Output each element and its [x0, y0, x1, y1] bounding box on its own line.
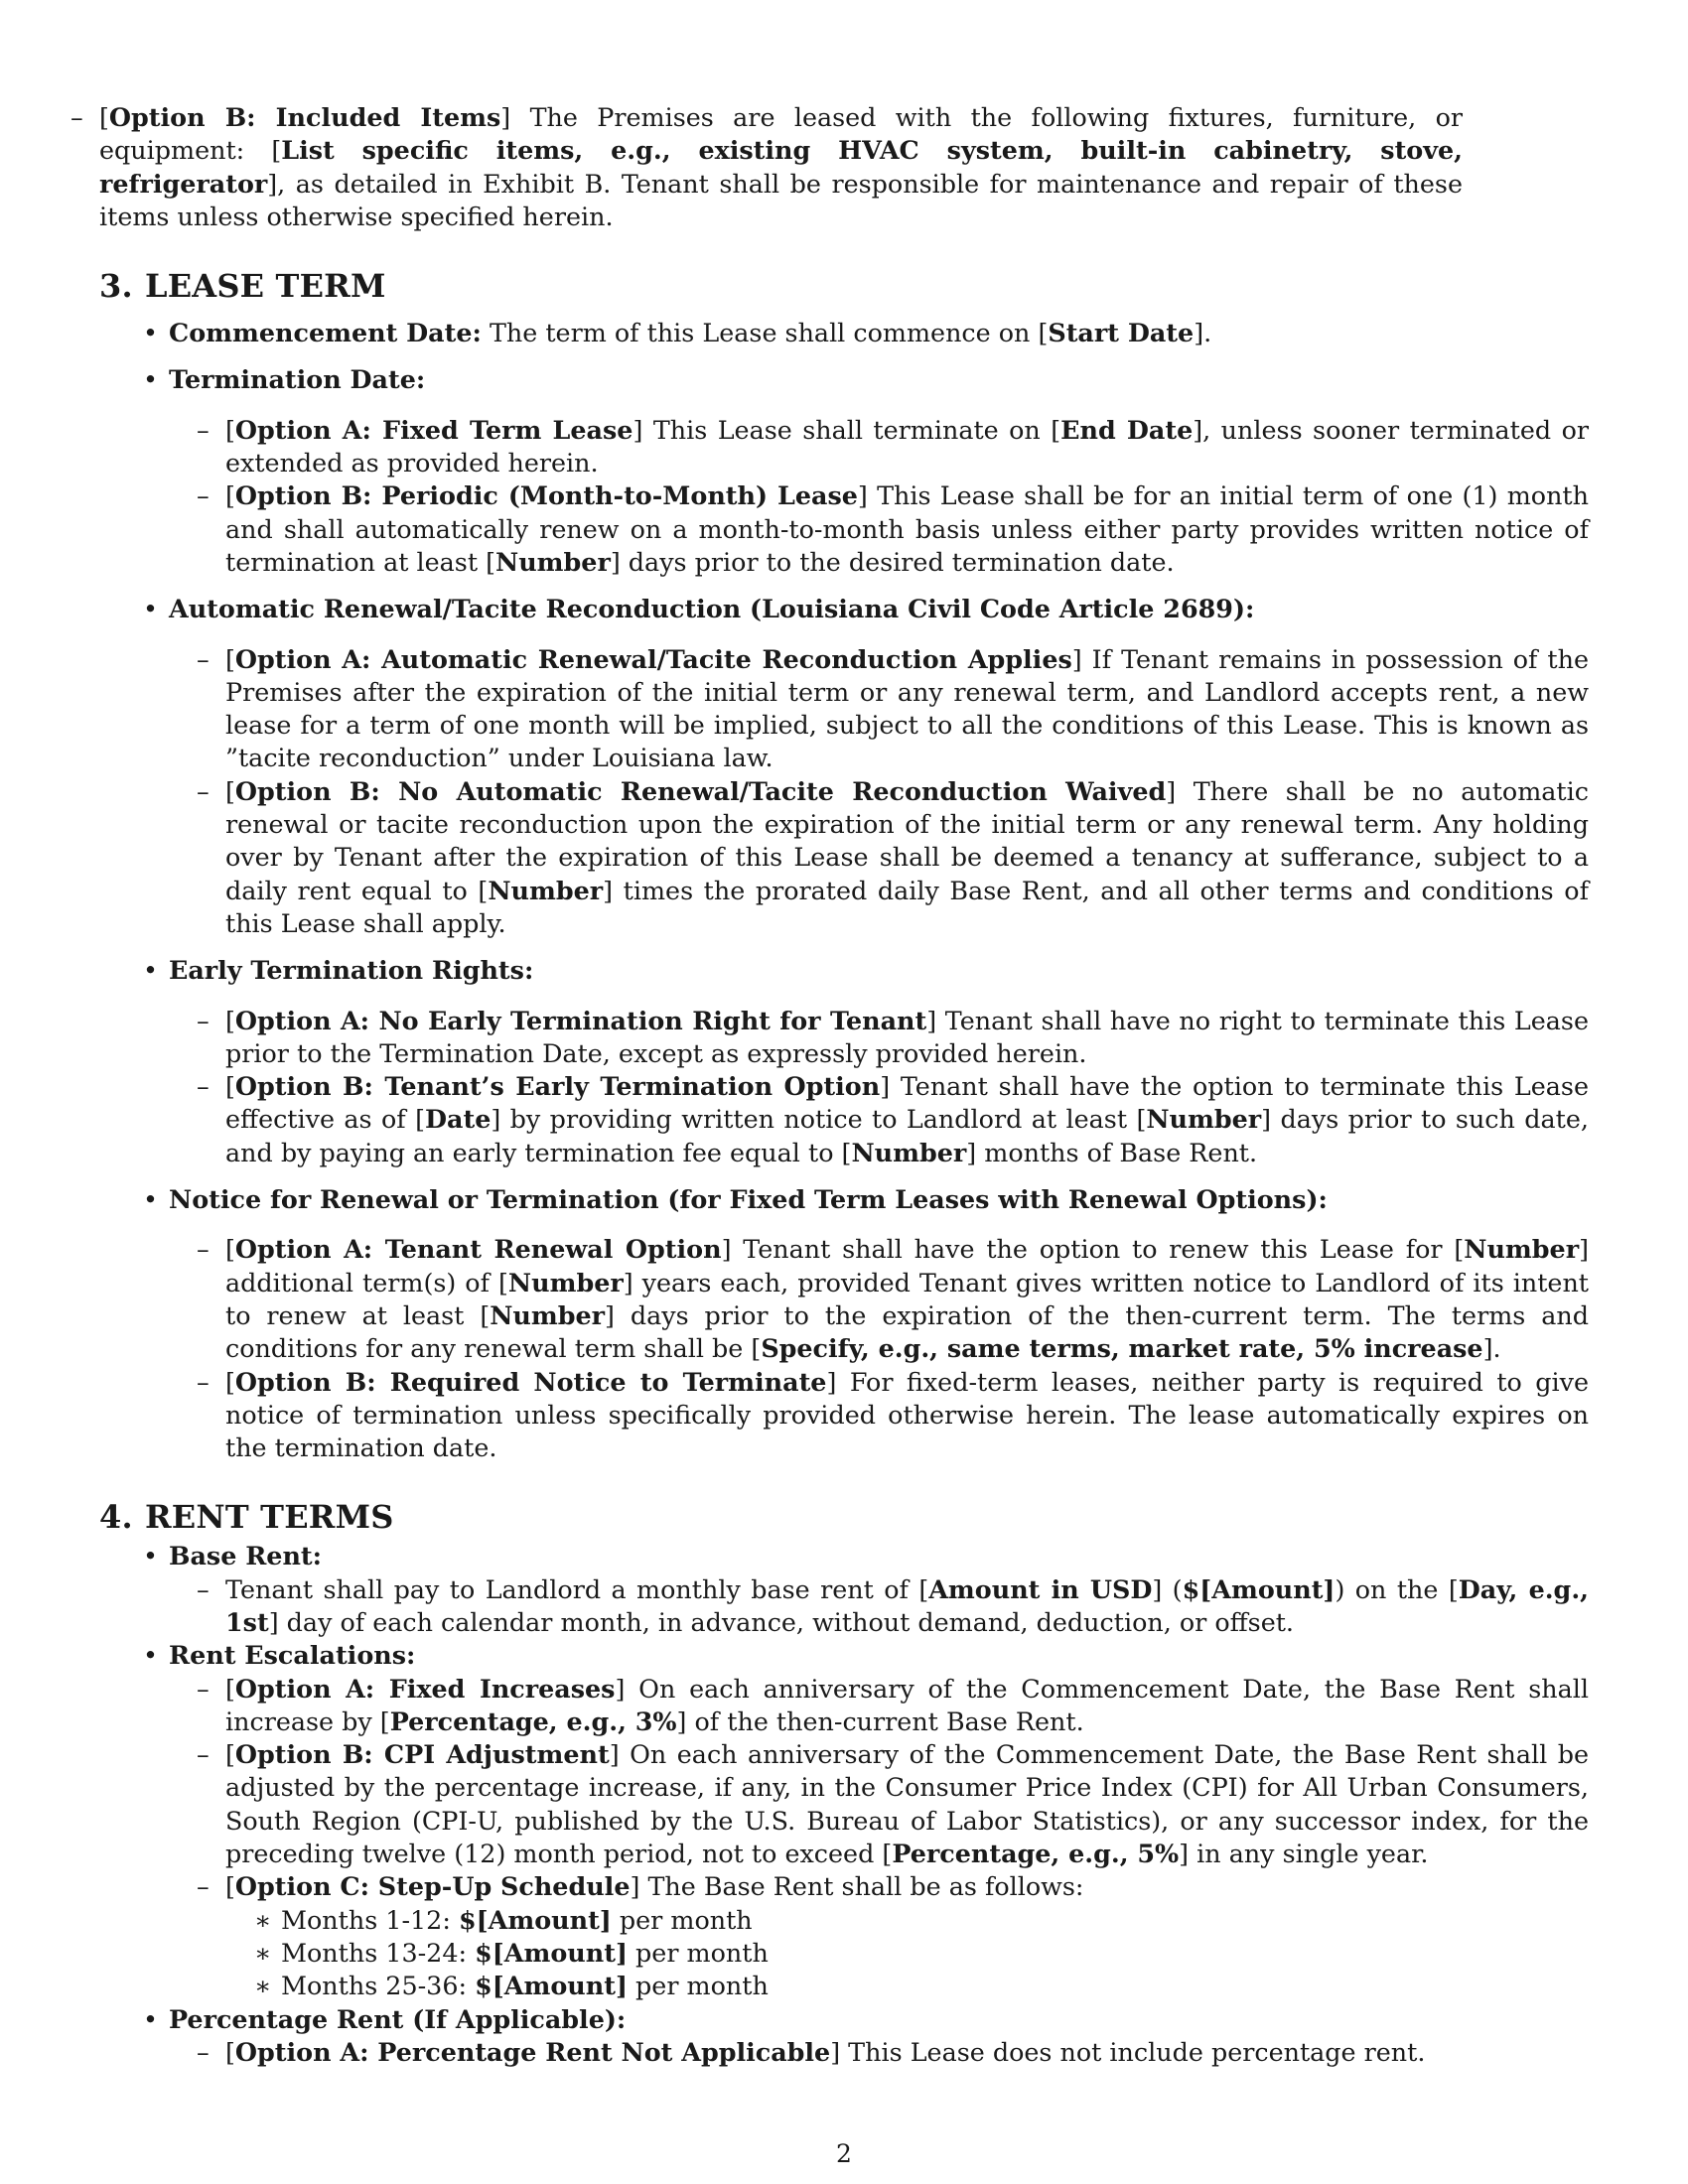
clause-text: months of Base Rent. [976, 1137, 1258, 1167]
placeholder-field: $[Amount] [475, 1971, 628, 2001]
step-suffix: per month [611, 1904, 753, 1935]
placeholder-field: List specific items, e.g., existing HVAC system, built-in cabinetry, stove, refrigerator [99, 135, 1463, 199]
option-label: Option B: Periodic (Month-to-Month) Lease [234, 480, 858, 511]
option-label: Option A: Automatic Renewal/Tacite Reconduction Applies [234, 643, 1072, 674]
option-label: Option B: Required Notice to Terminate [234, 1366, 827, 1397]
renewal-option-a: – [Option A: Automatic Renewal/Tacite Reconduction Applies] If Tenant remains in possession of the Premises after the expiration of the initial term or any renewal term, and Landlord accepts rent, a new lease for a term of one month will be implied, subject to all the conditions of this Lease. This is known as ”tacite reconduction” under Louisiana law. [225, 643, 1589, 775]
step-suffix: per month [627, 1971, 769, 2001]
percentage-rent-option-a: – [Option A: Percentage Rent Not Applicable] This Lease does not include percentage rent. [225, 2036, 1589, 2069]
option-label: Option C: Step-Up Schedule [234, 1871, 631, 1902]
clause-text: . [1492, 1333, 1501, 1364]
clause-text: , unless sooner terminated or extended as provided herein. [225, 414, 1589, 478]
notice-option-b: – [Option B: Required Notice to Terminate] For fixed-term leases, neither party is required to give notice of termination unless specifically provided otherwise herein. The lease automatically expires on the termination date. [225, 1366, 1589, 1465]
clause-text: Tenant shall pay to Landlord a monthly base rent of [225, 1573, 919, 1604]
option-label: Option B: CPI Adjustment [234, 1739, 610, 1770]
termination-option-b: – [Option B: Periodic (Month-to-Month) Lease] This Lease shall be for an initial term of one (1) month and shall automatically renew on a month-to-month basis unless either party provides written notice of termination at least [Number] days prior to the desired termination date. [225, 479, 1589, 579]
clause-text: This Lease shall be for an initial term of one (1) month and shall automatically renew on a month-to-month basis unless either party provides written notice of termination at least [225, 480, 1589, 577]
item-label: Commencement Date: [169, 318, 482, 348]
item-label: Termination Date: [169, 364, 426, 395]
clause-text: . [1203, 318, 1212, 348]
escalation-option-a: – [Option A: Fixed Increases] On each anniversary of the Commencement Date, the Base Rent shall increase by [Percentage, e.g., 3%] of the then-current Base Rent. [225, 1673, 1589, 1739]
option-label: Option A: Fixed Term Lease [234, 414, 633, 445]
placeholder-field: End Date [1060, 414, 1194, 445]
placeholder-field: Number [1464, 1234, 1580, 1265]
placeholder-field: Specify, e.g., same terms, market rate, 5% increase [761, 1333, 1483, 1364]
option-label: Option B: No Automatic Renewal/Tacite Reconduction Waived [234, 775, 1167, 806]
clause-text: days prior to the desired termination date. [620, 546, 1175, 577]
clause-text: of the then-current Base Rent. [686, 1706, 1084, 1736]
item-label: Base Rent: [169, 1541, 323, 1571]
section-title: LEASE TERM [145, 267, 386, 306]
step-period: Months 13-24: [281, 1937, 476, 1968]
clause-text: years each, provided Tenant gives written notice to Landlord of its intent to renew at least [225, 1267, 1590, 1330]
early-termination-option-a: – [Option A: No Early Termination Right for Tenant] Tenant shall have no right to terminate this Lease prior to the Termination Date, except as expressly provided herein. [225, 1005, 1589, 1071]
section-heading-rent-terms [99, 1497, 1589, 1537]
clause-text: The Premises are leased with the following fixtures, furniture, or equipment: [99, 102, 1463, 166]
notice-option-a: – [Option A: Tenant Renewal Option] Tenant shall have the option to renew this Lease for [Number] additional term(s) of [Number] years each, provided Tenant gives written notice to Landlord of its intent to renew at least [Number] days prior to the expiration of the then-current term. The terms and conditions for any renewal term shall be [Specify, e.g., same terms, market rate, 5% increase]. [225, 1233, 1589, 1365]
commencement-date-item: • Commencement Date: The term of this Lease shall commence on [Start Date]. [169, 317, 1589, 349]
clause-text: additional term(s) of [225, 1267, 499, 1297]
option-label: Option A: No Early Termination Right for Tenant [234, 1005, 927, 1035]
clause-text: ) on the [1335, 1573, 1449, 1604]
early-termination-option-b: – [Option B: Tenant’s Early Termination Option] Tenant shall have the option to terminate this Lease effective as of [Date] by providing written notice to Landlord at least [Number] days prior to such date, and by paying an early termination fee equal to [Number] months of Base Rent. [225, 1070, 1589, 1169]
item-label: Rent Escalations: [169, 1640, 416, 1671]
base-rent-item [169, 1540, 1589, 1572]
clause-text: by providing written notice to Landlord at least [500, 1104, 1137, 1135]
placeholder-field: Number [488, 875, 604, 905]
item-label: Notice for Renewal or Termination (for Fixed Term Leases with Renewal Options): [169, 1184, 1328, 1215]
section-heading-lease-term [99, 266, 1589, 306]
clause-text: The term of this Lease shall commence on [481, 318, 1039, 348]
clause-text: day of each calendar month, in advance, without demand, deduction, or offset. [278, 1606, 1295, 1637]
placeholder-field: Day, e.g., 1st [225, 1573, 1589, 1637]
step-suffix: per month [627, 1937, 769, 1968]
clause-text: This Lease shall terminate on [642, 414, 1052, 445]
base-rent-clause: – Tenant shall pay to Landlord a monthly base rent of [Amount in USD] ($[Amount]) on the [Day, e.g., 1st] day of each calendar month, in advance, without demand, deduction, or offset. [225, 1573, 1589, 1640]
placeholder-field: Date [425, 1104, 492, 1135]
clause-text: , as detailed in Exhibit B. Tenant shall be responsible for maintenance and repair of these items unless otherwise specified herein. [99, 168, 1463, 231]
clause-text: For fixed-term leases, neither party is required to give notice of termination unless specifically provided otherwise herein. The lease automatically expires on the termination date. [225, 1366, 1590, 1463]
clause-text: This Lease does not include percentage rent. [840, 2036, 1426, 2067]
step-up-row [281, 1937, 1589, 1970]
option-label: Option B: Included Items [108, 102, 501, 132]
step-up-row [281, 1904, 1589, 1937]
placeholder-field: Number [851, 1137, 967, 1167]
clause-text: days prior to the expiration of the then-current term. The terms and conditions for any renewal term shall be [225, 1299, 1589, 1364]
item-label: Early Termination Rights: [169, 955, 534, 986]
placeholder-field: Number [1146, 1104, 1262, 1135]
placeholder-field: $[Amount] [458, 1904, 612, 1935]
renewal-option-b: – [Option B: No Automatic Renewal/Tacite Reconduction Waived] There shall be no automatic renewal or tacite reconduction upon the expiration of the initial term or any renewal term. Any holding over by Tenant after the expiration of this Lease shall be deemed a tenancy at sufferance, subject to a daily rent equal to [Number] times the prorated daily Base Rent, and all other terms and conditions of this Lease shall apply. [225, 775, 1589, 940]
option-label: Option A: Fixed Increases [234, 1673, 616, 1704]
escalation-option-b: – [Option B: CPI Adjustment] On each anniversary of the Commencement Date, the Base Rent shall be adjusted by the percentage increase, if any, in the Consumer Price Index (CPI) for All Urban Consumers, South Region (CPI-U, published by the U.S. Bureau of Labor Statistics), or any successor index, for the preceding twelve (12) month period, not to exceed [Percentage, e.g., 5%] in any single year. [225, 1738, 1589, 1870]
step-period: Months 25-36: [281, 1971, 476, 2001]
clause-text: ( [1162, 1573, 1183, 1604]
clause-text: times the prorated daily Base Rent, and all other terms and conditions of this Lease shall apply. [225, 875, 1589, 938]
placeholder-field: $[Amount] [475, 1937, 628, 1968]
percentage-rent-item [169, 2003, 1589, 2036]
clause-text: If Tenant remains in possession of the Premises after the expiration of the initial term or any renewal term, and Landlord accepts rent, a new lease for a term of one month will be implied, subject to all the conditions of this Lease. This is known as ”tacite reconduction” under Louisiana law. [225, 643, 1590, 773]
clause-text: in any single year. [1189, 1839, 1429, 1869]
section-number: 4. [99, 1498, 133, 1537]
termination-option-a: – [Option A: Fixed Term Lease] This Lease shall terminate on [End Date], unless sooner terminated or extended as provided herein. [225, 414, 1589, 480]
placeholder-field: Amount in USD [928, 1573, 1153, 1604]
placeholder-field: Start Date [1048, 318, 1195, 348]
notice-renewal-termination-item [169, 1183, 1589, 1216]
automatic-renewal-item [169, 593, 1589, 625]
clause-text: On each anniversary of the Commencement Date, the Base Rent shall be adjusted by the percentage increase, if any, in the Consumer Price Index (CPI) for All Urban Consumers, South Region (CPI-U, published by the U.S. Bureau of Labor Statistics), or any successor index, for the preceding twelve (12) month period, not to exceed [225, 1739, 1589, 1869]
early-termination-item [169, 954, 1589, 987]
option-label: Option A: Percentage Rent Not Applicable [234, 2036, 831, 2067]
escalation-option-c: – [Option C: Step-Up Schedule] The Base Rent shall be as follows: [225, 1870, 1589, 1903]
item-label: Percentage Rent (If Applicable): [169, 2003, 627, 2034]
item-label: Automatic Renewal/Tacite Reconduction (Louisiana Civil Code Article 2689): [169, 594, 1255, 624]
clause-text: There shall be no automatic renewal or tacite reconduction upon the expiration of the initial term or any renewal term. Any holding over by Tenant after the expiration of this Lease shall be deemed a tenancy at sufferance, subject to a daily rent equal to [225, 775, 1589, 905]
rent-escalations-item [169, 1639, 1589, 1672]
document-page [99, 101, 1589, 2069]
placeholder-field: Number [507, 1267, 624, 1297]
clause-text: Tenant shall have no right to terminate this Lease prior to the Termination Date, except as expressly provided herein. [225, 1005, 1589, 1068]
clause-text: On each anniversary of the Commencement Date, the Base Rent shall increase by [225, 1673, 1589, 1736]
termination-date-item [169, 363, 1589, 396]
clause-text: The Base Rent shall be as follows: [639, 1871, 1084, 1902]
option-label: Option B: Tenant’s Early Termination Option [234, 1071, 881, 1102]
section-number: 3. [99, 267, 133, 306]
clause-text: Tenant shall have the option to terminate this Lease effective as of [225, 1071, 1589, 1135]
placeholder-field: Number [495, 546, 611, 577]
clause-text: days prior to such date, and by paying an early termination fee equal to [225, 1104, 1589, 1167]
step-up-row [281, 1970, 1589, 2002]
step-period: Months 1-12: [281, 1904, 459, 1935]
placeholder-field: Number [490, 1299, 606, 1330]
clause-text: Tenant shall have the option to renew this Lease for [731, 1234, 1455, 1265]
included-items-option-b: – [Option B: Included Items] The Premises are leased with the following fixtures, furniture, or equipment: [List specific items, e.g., existing HVAC system, built-in cabinetry, stove, refrigerator], as detailed in Exhibit B. Tenant shall be responsible for maintenance and repair of these items unless otherwise specified herein. [99, 101, 1463, 233]
section-title: RENT TERMS [145, 1498, 394, 1537]
placeholder-field: Percentage, e.g., 5% [892, 1839, 1180, 1869]
placeholder-field: Percentage, e.g., 3% [389, 1706, 677, 1736]
page-number: 2 [836, 2139, 852, 2168]
option-label: Option A: Tenant Renewal Option [234, 1234, 722, 1265]
placeholder-field: $[Amount] [1182, 1573, 1336, 1604]
